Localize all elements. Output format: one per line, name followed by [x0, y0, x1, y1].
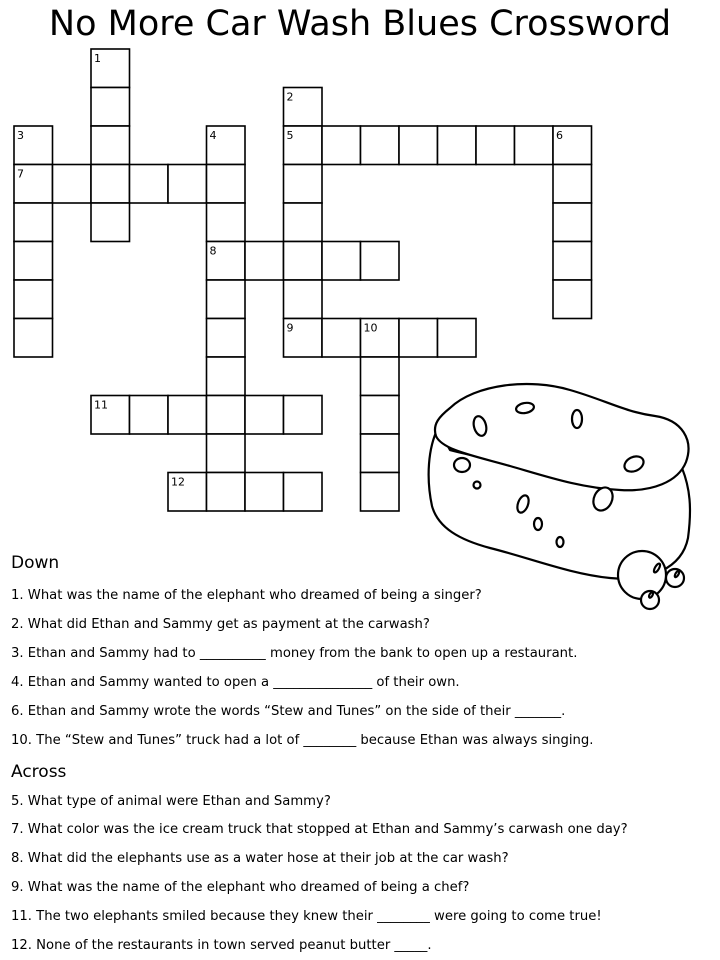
crossword-cell[interactable] [284, 88, 323, 127]
crossword-cell[interactable] [361, 396, 400, 435]
crossword-cell[interactable] [322, 319, 361, 358]
crossword-cell[interactable] [284, 242, 323, 281]
crossword-cell[interactable] [284, 165, 323, 204]
down-clue-2: 2. What did Ethan and Sammy get as payment at the carwash? [11, 617, 430, 632]
clue-number: 12 [171, 475, 185, 489]
crossword-cell[interactable] [322, 242, 361, 281]
crossword-cell[interactable] [361, 473, 400, 512]
crossword-cell[interactable] [207, 319, 246, 358]
crossword-cell[interactable] [91, 88, 130, 127]
crossword-cell[interactable] [553, 165, 592, 204]
crossword-cell[interactable] [14, 126, 53, 165]
crossword-cell[interactable] [284, 319, 323, 358]
down-clue-10: 10. The “Stew and Tunes” truck had a lot of ________ because Ethan was always singing. [11, 733, 594, 748]
crossword-cell[interactable] [284, 280, 323, 319]
clue-number: 3 [17, 129, 24, 142]
crossword-cell[interactable] [91, 126, 130, 165]
across-heading: Across [11, 762, 67, 782]
clue-number: 4 [209, 129, 217, 142]
down-clue-6: 6. Ethan and Sammy wrote the words “Stew and Tunes” on the side of their _______. [11, 704, 566, 719]
crossword-cell[interactable] [361, 242, 400, 281]
crossword-cell[interactable] [130, 396, 169, 435]
crossword-cell[interactable] [91, 396, 130, 435]
crossword-cell[interactable] [207, 396, 246, 435]
crossword-cell[interactable] [91, 49, 130, 88]
crossword-cell[interactable] [553, 126, 592, 165]
crossword-cell[interactable] [284, 126, 323, 165]
across-clue-11: 11. The two elephants smiled because they knew their ________ were going to come true! [11, 909, 602, 924]
crossword-cell[interactable] [207, 165, 246, 204]
crossword-cell[interactable] [207, 242, 246, 281]
crossword-cell[interactable] [245, 242, 284, 281]
across-clue-7: 7. What color was the ice cream truck that stopped at Ethan and Sammy’s carwash one day? [11, 822, 628, 837]
clue-number: 11 [94, 398, 108, 412]
crossword-cell[interactable] [168, 473, 207, 512]
crossword-cell[interactable] [207, 434, 246, 473]
clue-number: 9 [286, 321, 294, 335]
crossword-cell[interactable] [14, 165, 53, 204]
crossword-cell[interactable] [91, 165, 130, 204]
crossword-cell[interactable] [14, 242, 53, 281]
crossword-cell[interactable] [245, 473, 284, 512]
crossword-cell[interactable] [207, 203, 246, 242]
clue-number: 2 [286, 90, 294, 104]
crossword-cell[interactable] [399, 126, 438, 165]
crossword-cell[interactable] [14, 280, 53, 319]
down-heading: Down [11, 553, 60, 573]
crossword-cell[interactable] [14, 319, 53, 358]
across-clue-12: 12. None of the restaurants in town served peanut butter _____. [11, 938, 432, 953]
clue-number: 7 [17, 167, 24, 181]
crossword-cell[interactable] [207, 473, 246, 512]
crossword-cell[interactable] [130, 165, 169, 204]
clue-number: 10 [363, 321, 378, 335]
crossword-cell[interactable] [553, 280, 592, 319]
crossword-cell[interactable] [284, 203, 323, 242]
clue-number: 8 [209, 244, 217, 258]
crossword-cell[interactable] [515, 126, 554, 165]
crossword-cell[interactable] [207, 126, 246, 165]
crossword-cell[interactable] [361, 434, 400, 473]
crossword-cell[interactable] [91, 203, 130, 242]
crossword-cell[interactable] [438, 126, 477, 165]
crossword-cell[interactable] [207, 357, 246, 396]
crossword-cell[interactable] [284, 473, 323, 512]
clue-number: 1 [94, 52, 101, 65]
across-clue-5: 5. What type of animal were Ethan and Sammy? [11, 794, 331, 809]
clue-number: 6 [556, 129, 563, 142]
crossword-cell[interactable] [245, 396, 284, 435]
crossword-cell[interactable] [14, 203, 53, 242]
down-clue-3: 3. Ethan and Sammy had to __________ money from the bank to open up a restaurant. [11, 646, 578, 661]
crossword-cell[interactable] [322, 126, 361, 165]
crossword-cell[interactable] [438, 319, 477, 358]
across-clue-9: 9. What was the name of the elephant who dreamed of being a chef? [11, 880, 470, 895]
down-clue-4: 4. Ethan and Sammy wanted to open a _______________ of their own. [11, 675, 460, 690]
sponge-with-bubbles-icon [420, 378, 700, 613]
down-clue-1: 1. What was the name of the elephant who dreamed of being a singer? [11, 588, 482, 603]
crossword-cell[interactable] [207, 280, 246, 319]
crossword-cell[interactable] [168, 165, 207, 204]
page-title: No More Car Wash Blues Crossword [48, 4, 672, 44]
crossword-cell[interactable] [361, 126, 400, 165]
crossword-cell[interactable] [168, 396, 207, 435]
crossword-cell[interactable] [399, 319, 438, 358]
crossword-cell[interactable] [284, 396, 323, 435]
crossword-cell[interactable] [553, 242, 592, 281]
across-clue-8: 8. What did the elephants use as a water hose at their job at the car wash? [11, 851, 509, 866]
clue-number: 5 [286, 129, 294, 142]
crossword-cell[interactable] [476, 126, 515, 165]
crossword-cell[interactable] [361, 357, 400, 396]
crossword-cell[interactable] [53, 165, 92, 204]
crossword-cell[interactable] [553, 203, 592, 242]
crossword-cell[interactable] [361, 319, 400, 358]
